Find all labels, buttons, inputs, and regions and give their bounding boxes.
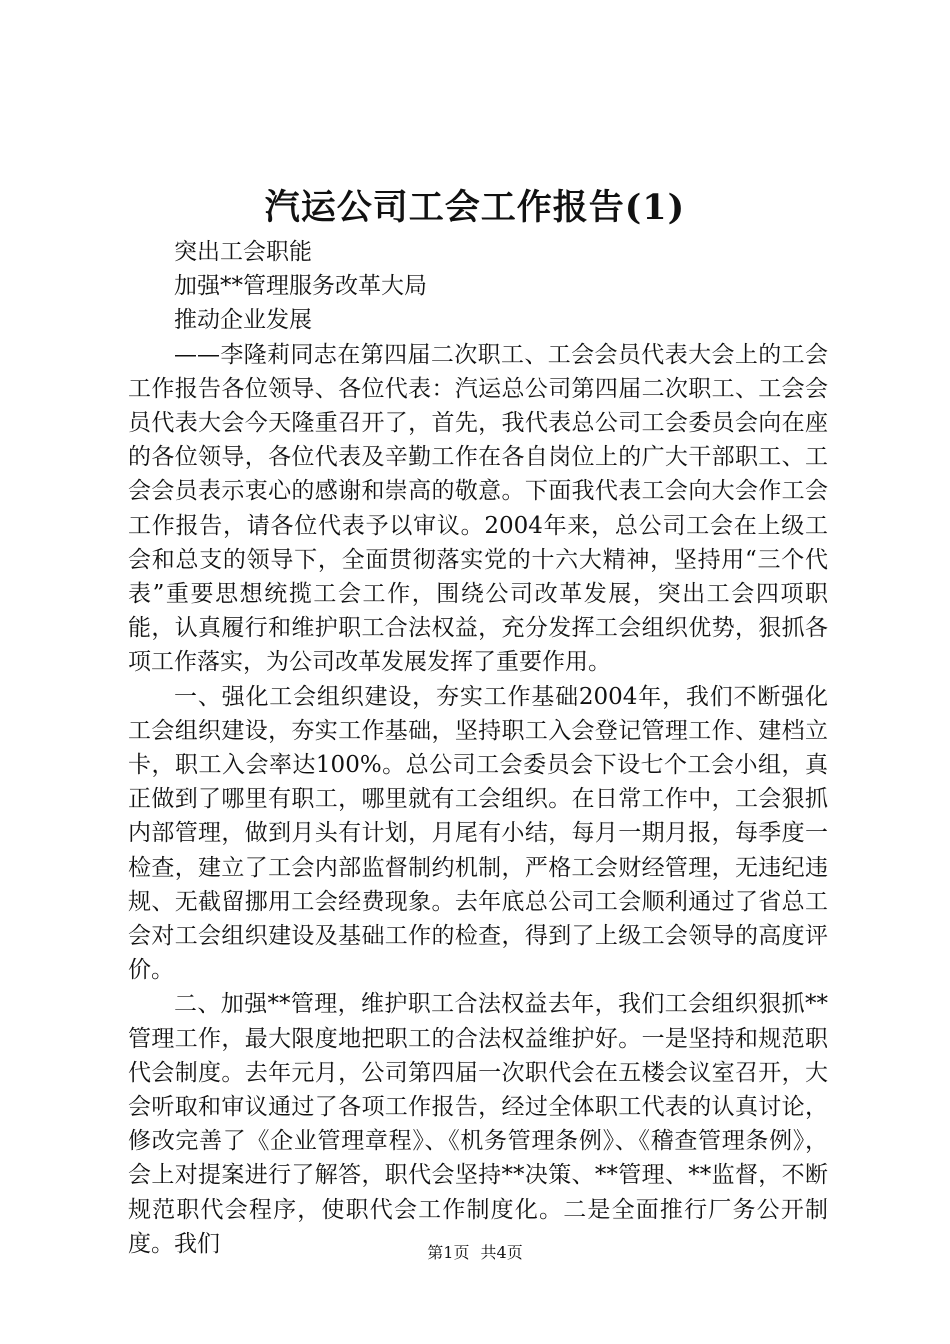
paragraph: 推动企业发展 xyxy=(174,307,312,334)
paragraph: 二、加强**管理，维护职工合法权益去年，我们工会组织狠抓**管理工作，最大限度地把职工的合法权益维护好。一是坚持和规范职代会制度。去年元月，公司第四届一次职代会在五楼会议室召开，大会听取和审议通过了各项工作报告，经过全体职工代表的认真讨论，修改完善了《企业管理章程》、《机务管理条例》、《稽查管理条例》，会上对提案进行了解答，职代会坚持**决策、**管理、**监督，不断规范职代会程序，使职代会工作制度化。二是全面推行厂务公开制度。我们 xyxy=(128,991,828,1257)
document-body xyxy=(128,235,828,1261)
paragraph: 加强**管理服务改革大局 xyxy=(174,273,427,300)
paragraph: 突出工会职能 xyxy=(174,239,312,265)
page-footer xyxy=(0,1243,950,1263)
paragraph: ——李隆莉同志在第四届二次职工、工会会员代表大会上的工会工作报告各位领导、各位代表：汽运总公司第四届二次职工、工会会员代表大会今天隆重召开了，首先，我代表总公司工会委员会向在座的各位领导，各位代表及辛勤工作在各自岗位上的广大干部职工、工会会员表示衷心的感谢和崇高的敬意。下面我代表工会向大会作工会工作报告，请各位代表予以审议。2004年来，总公司工会在上级工会和总支的领导下，全面贯彻落实党的十六大精神，坚持用“三个代表”重要思想统揽工会工作，围绕公司改革发展，突出工会四项职能，认真履行和维护职工合法权益，充分发挥工会组织优势，狠抓各项工作落实，为公司改革发展发挥了重要作用。 xyxy=(128,341,828,676)
page-total: 共4页 xyxy=(480,1243,523,1262)
paragraph: 一、强化工会组织建设，夯实工作基础2004年，我们不断强化工会组织建设，夯实工作基础，坚持职工入会登记管理工作、建档立卡，职工入会率达100%。总公司工会委员会下设七个工会小组，真正做到了哪里有职工，哪里就有工会组织。在日常工作中，工会狠抓内部管理，做到月头有计划，月尾有小结，每月一期月报，每季度一检查，建立了工会内部监督制约机制，严格工会财经管理，无违纪违规、无截留挪用工会经费现象。去年底总公司工会顺利通过了省总工会对工会组织建设及基础工作的检查，得到了上级工会领导的高度评价。 xyxy=(128,683,828,984)
document-title: 汽运公司工会工作报告(1) xyxy=(264,187,686,228)
page-number: 第1页 xyxy=(427,1243,470,1262)
